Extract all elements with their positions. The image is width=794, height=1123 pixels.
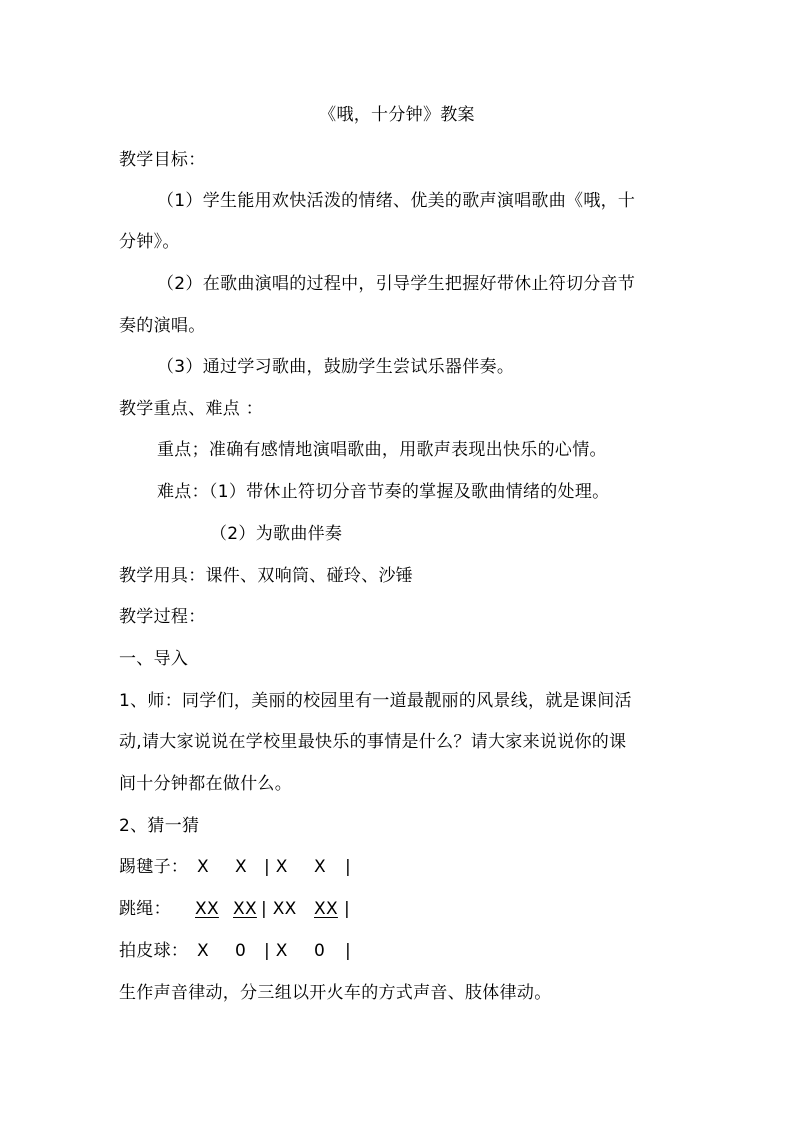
rhythm-cell: XX: [314, 899, 338, 919]
step-1-line-2: 动,请大家说说在学校里最快乐的事情是什么？请大家来说说你的课: [119, 732, 627, 752]
objectives-heading: 教学目标：: [119, 150, 206, 170]
rhythm-row-shuttlecock: [119, 856, 419, 878]
objective-1-line-2: 分钟》。: [119, 232, 180, 252]
rhythm-cell: X: [314, 857, 326, 877]
rhythm-label: 跳绳：: [119, 899, 171, 919]
keypoints-heading: 教学重点、难点 ：: [119, 399, 264, 419]
rhythm-cell: | XX: [261, 899, 297, 919]
rhythm-cell: 0: [235, 941, 247, 961]
rhythm-cell: | X: [264, 941, 288, 961]
objective-3: （3）通过学习歌曲，鼓励学生尝试乐器伴奏。: [157, 357, 515, 377]
rhythm-cell: |: [344, 899, 351, 919]
objective-1-line-1: （1）学生能用欢快活泼的情绪、优美的歌声演唱歌曲《哦，十: [157, 191, 636, 211]
rhythm-cell: | X: [264, 857, 288, 877]
rhythm-label: 拍皮球：: [119, 941, 189, 961]
document-title: 《哦，十分钟》教案: [319, 105, 475, 125]
rhythm-row-bounce-ball: [119, 940, 419, 962]
rhythm-cell: XX: [195, 899, 219, 919]
rhythm-cell: 0: [314, 941, 326, 961]
process-heading: 教学过程：: [119, 607, 206, 627]
step-1-line-1: 1、师：同学们，美丽的校园里有一道最靓丽的风景线，就是课间活: [119, 691, 632, 711]
rhythm-cell: X: [197, 857, 209, 877]
closing-text: 生作声音律动，分三组以开火车的方式声音、肢体律动。: [119, 983, 552, 1003]
teaching-tools: 教学用具：课件、双响筒、碰玲、沙锤: [119, 566, 414, 586]
rhythm-cell: |: [345, 941, 352, 961]
difficulty-2: （2）为歌曲伴奏: [210, 524, 343, 544]
rhythm-label: 踢毽子：: [119, 857, 189, 877]
difficulty-1: 难点：（1）带休止符切分音节奏的掌握及歌曲情绪的处理。: [157, 482, 610, 502]
rhythm-cell: XX: [233, 899, 257, 919]
step-1-line-3: 间十分钟都在做什么。: [119, 774, 292, 794]
rhythm-cell: |: [345, 857, 352, 877]
objective-2-line-2: 奏的演唱。: [119, 316, 206, 336]
section-intro-heading: 一、导入: [119, 649, 189, 669]
rhythm-cell: X: [197, 941, 209, 961]
rhythm-cell: X: [235, 857, 247, 877]
keypoint-text: 重点；准确有感情地演唱歌曲，用歌声表现出快乐的心情。: [157, 440, 607, 460]
rhythm-row-jump-rope: [119, 898, 419, 920]
step-2-heading: 2、猜一猜: [119, 816, 200, 836]
objective-2-line-1: （2）在歌曲演唱的过程中，引导学生把握好带休止符切分音节: [157, 274, 636, 294]
